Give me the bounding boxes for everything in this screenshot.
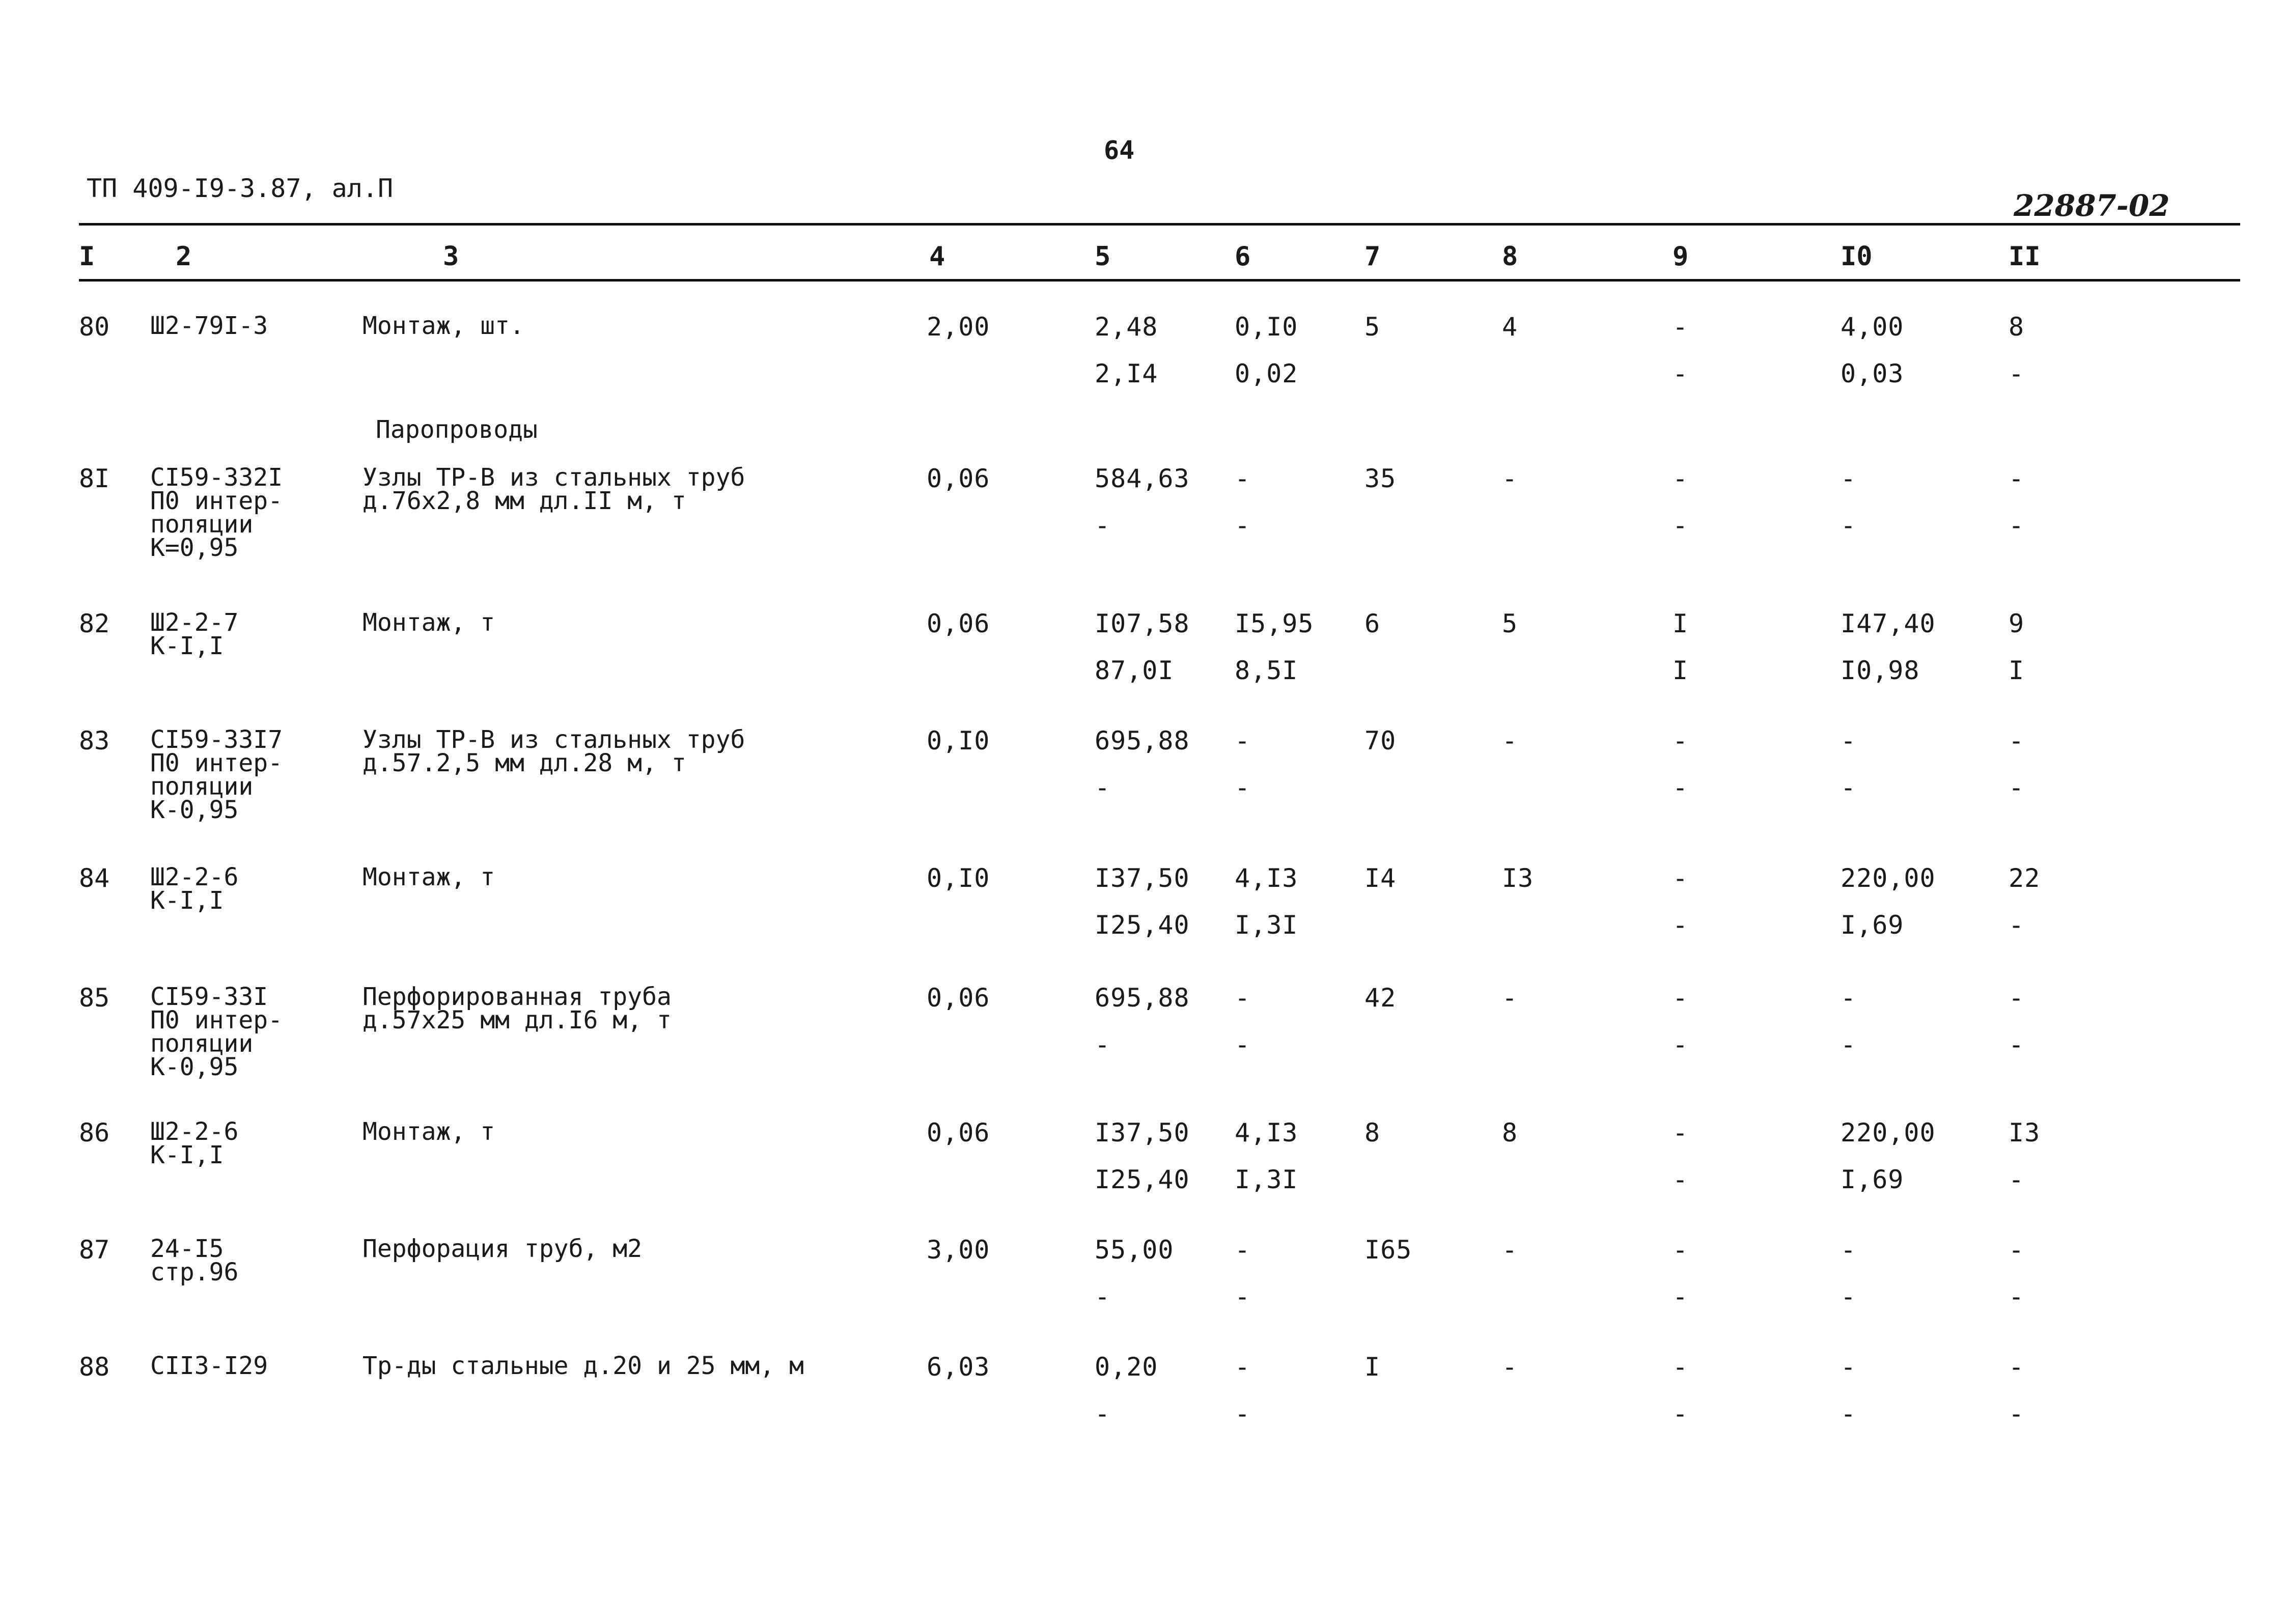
cell-col-8: 8 xyxy=(1502,1118,1518,1147)
cell-col-5-primary: 2,48 xyxy=(1095,312,1158,342)
row-quantity: 0,06 xyxy=(927,1118,990,1147)
cell-col-9-primary: - xyxy=(1673,1235,1689,1265)
cell-col-10-secondary: - xyxy=(1841,1030,1857,1059)
cell-col-5-primary: 584,63 xyxy=(1095,464,1190,493)
cell-col-9-secondary: - xyxy=(1673,773,1689,802)
cell-col-5-secondary: 2,I4 xyxy=(1095,359,1158,388)
cell-col-8: I3 xyxy=(1502,863,1534,893)
row-description: Перфорированная труба д.57х25 мм дл.I6 м, т xyxy=(363,983,672,1034)
cell-col-11-primary: - xyxy=(2009,726,2025,755)
row-description: Перфорация труб, м2 xyxy=(363,1235,643,1263)
row-code: CI59-33I7 П0 интер- поляции К-0,95 xyxy=(150,725,283,824)
row-number: 82 xyxy=(79,609,110,638)
stamp-number: 22887-02 xyxy=(2014,188,2170,223)
cell-col-7: 35 xyxy=(1364,464,1397,493)
cell-col-7: 8 xyxy=(1364,1118,1381,1147)
column-header-6: 6 xyxy=(1235,241,1251,272)
cell-col-5-secondary: I25,40 xyxy=(1095,910,1190,940)
cell-col-10-primary: - xyxy=(1841,983,1857,1013)
cell-col-7: I xyxy=(1364,1352,1381,1382)
column-header-5: 5 xyxy=(1095,241,1111,272)
cell-col-5-secondary: I25,40 xyxy=(1095,1165,1190,1194)
row-number: 88 xyxy=(79,1352,110,1382)
row-quantity: 0,06 xyxy=(927,609,990,638)
cell-col-11-secondary: - xyxy=(2009,1165,2025,1194)
column-header-7: 7 xyxy=(1364,241,1381,272)
cell-col-8: - xyxy=(1502,464,1518,493)
row-code: CI59-332I П0 интер- поляции К=0,95 xyxy=(150,463,283,562)
cell-col-11-secondary: - xyxy=(2009,1282,2025,1311)
cell-col-5-secondary: - xyxy=(1095,511,1111,540)
row-description: Узлы ТР-В из стальных труб д.76х2,8 мм дл.II м, т xyxy=(363,463,745,515)
row-code: 24-I5 стр.96 xyxy=(150,1235,239,1286)
row-quantity: 3,00 xyxy=(927,1235,990,1265)
cell-col-6-primary: - xyxy=(1235,983,1251,1013)
row-number: 86 xyxy=(79,1118,110,1147)
cell-col-11-secondary: - xyxy=(2009,1399,2025,1429)
cell-col-9-primary: - xyxy=(1673,1118,1689,1147)
cell-col-11-secondary: I xyxy=(2009,656,2025,685)
cell-col-6-primary: - xyxy=(1235,1352,1251,1382)
cell-col-10-primary: - xyxy=(1841,1235,1857,1265)
cell-col-6-primary: I5,95 xyxy=(1235,609,1314,638)
row-code: Ш2-79I-3 xyxy=(150,312,268,340)
cell-col-9-primary: - xyxy=(1673,464,1689,493)
cell-col-10-secondary: - xyxy=(1841,511,1857,540)
cell-col-6-secondary: - xyxy=(1235,511,1251,540)
cell-col-11-primary: I3 xyxy=(2009,1118,2041,1147)
cell-col-11-secondary: - xyxy=(2009,1030,2025,1059)
cell-col-6-secondary: - xyxy=(1235,773,1251,802)
cell-col-11-primary: 9 xyxy=(2009,609,2025,638)
document-code: ТП 409-I9-3.87, ал.П xyxy=(87,174,394,203)
cell-col-7: 5 xyxy=(1364,312,1381,342)
cell-col-10-primary: I47,40 xyxy=(1841,609,1936,638)
row-number: 80 xyxy=(79,312,110,342)
cell-col-10-primary: 4,00 xyxy=(1841,312,1904,342)
cell-col-8: - xyxy=(1502,983,1518,1013)
cell-col-6-primary: - xyxy=(1235,464,1251,493)
column-header-4: 4 xyxy=(929,241,945,272)
cell-col-11-primary: - xyxy=(2009,983,2025,1013)
cell-col-9-primary: - xyxy=(1673,726,1689,755)
row-description: Монтаж, т xyxy=(363,863,495,891)
cell-col-11-secondary: - xyxy=(2009,773,2025,802)
column-header-9: 9 xyxy=(1673,241,1689,272)
cell-col-9-secondary: - xyxy=(1673,1030,1689,1059)
header-top-rule xyxy=(79,223,2240,226)
section-title: Паропроводы xyxy=(376,415,538,444)
cell-col-10-secondary: I0,98 xyxy=(1841,656,1920,685)
cell-col-11-secondary: - xyxy=(2009,511,2025,540)
cell-col-9-primary: - xyxy=(1673,863,1689,893)
cell-col-5-secondary: - xyxy=(1095,1030,1111,1059)
column-header-8: 8 xyxy=(1502,241,1518,272)
cell-col-6-primary: 4,I3 xyxy=(1235,863,1298,893)
row-description: Монтаж, т xyxy=(363,1117,495,1146)
cell-col-6-secondary: I,3I xyxy=(1235,1165,1298,1194)
cell-col-9-primary: I xyxy=(1673,609,1689,638)
cell-col-8: - xyxy=(1502,1352,1518,1382)
row-code: Ш2-2-7 К-I,I xyxy=(150,608,239,660)
cell-col-10-secondary: 0,03 xyxy=(1841,359,1904,388)
cell-col-9-primary: - xyxy=(1673,983,1689,1013)
cell-col-6-secondary: I,3I xyxy=(1235,910,1298,940)
cell-col-10-primary: 220,00 xyxy=(1841,1118,1936,1147)
row-code: CI59-33I П0 интер- поляции К-0,95 xyxy=(150,983,283,1081)
row-code: Ш2-2-6 К-I,I xyxy=(150,863,239,915)
cell-col-10-secondary: I,69 xyxy=(1841,1165,1904,1194)
cell-col-7: I65 xyxy=(1364,1235,1412,1265)
cell-col-6-secondary: 8,5I xyxy=(1235,656,1298,685)
cell-col-8: - xyxy=(1502,1235,1518,1265)
row-number: 83 xyxy=(79,726,110,755)
row-number: 8I xyxy=(79,464,110,493)
cell-col-7: I4 xyxy=(1364,863,1397,893)
cell-col-10-primary: 220,00 xyxy=(1841,863,1936,893)
cell-col-11-secondary: - xyxy=(2009,359,2025,388)
cell-col-11-primary: 22 xyxy=(2009,863,2041,893)
column-header-3: 3 xyxy=(443,241,459,272)
cell-col-9-secondary: - xyxy=(1673,1282,1689,1311)
cell-col-11-primary: 8 xyxy=(2009,312,2025,342)
cell-col-6-primary: 4,I3 xyxy=(1235,1118,1298,1147)
cell-col-10-primary: - xyxy=(1841,726,1857,755)
cell-col-6-primary: - xyxy=(1235,1235,1251,1265)
cell-col-11-primary: - xyxy=(2009,1235,2025,1265)
column-header-10: I0 xyxy=(1841,241,1873,272)
column-header-2: 2 xyxy=(176,241,192,272)
row-quantity: 2,00 xyxy=(927,312,990,342)
cell-col-9-secondary: - xyxy=(1673,1165,1689,1194)
cell-col-5-primary: I37,50 xyxy=(1095,863,1190,893)
cell-col-5-secondary: - xyxy=(1095,1399,1111,1429)
row-quantity: 0,I0 xyxy=(927,863,990,893)
row-quantity: 0,06 xyxy=(927,983,990,1013)
cell-col-9-secondary: - xyxy=(1673,359,1689,388)
cell-col-5-primary: 55,00 xyxy=(1095,1235,1174,1265)
cell-col-5-primary: 695,88 xyxy=(1095,726,1190,755)
row-code: CII3-I29 xyxy=(150,1352,268,1380)
row-quantity: 0,I0 xyxy=(927,726,990,755)
row-description: Монтаж, т xyxy=(363,608,495,637)
row-number: 87 xyxy=(79,1235,110,1265)
cell-col-5-primary: I37,50 xyxy=(1095,1118,1190,1147)
cell-col-10-primary: - xyxy=(1841,1352,1857,1382)
row-number: 84 xyxy=(79,863,110,893)
row-description: Узлы ТР-В из стальных труб д.57.2,5 мм дл.28 м, т xyxy=(363,725,745,777)
cell-col-11-secondary: - xyxy=(2009,910,2025,940)
cell-col-8: 4 xyxy=(1502,312,1518,342)
cell-col-9-secondary: - xyxy=(1673,1399,1689,1429)
row-code: Ш2-2-6 К-I,I xyxy=(150,1117,239,1169)
page-number: 64 xyxy=(1104,135,1135,165)
cell-col-10-secondary: - xyxy=(1841,1282,1857,1311)
cell-col-6-secondary: - xyxy=(1235,1030,1251,1059)
cell-col-9-secondary: - xyxy=(1673,910,1689,940)
cell-col-10-secondary: - xyxy=(1841,773,1857,802)
cell-col-7: 70 xyxy=(1364,726,1397,755)
cell-col-7: 42 xyxy=(1364,983,1397,1013)
column-header-11: II xyxy=(2009,241,2041,272)
row-description: Монтаж, шт. xyxy=(363,312,524,340)
cell-col-11-primary: - xyxy=(2009,1352,2025,1382)
header-bottom-rule xyxy=(79,279,2240,282)
cell-col-9-primary: - xyxy=(1673,1352,1689,1382)
row-description: Тр-ды стальные д.20 и 25 мм, м xyxy=(363,1352,804,1380)
cell-col-7: 6 xyxy=(1364,609,1381,638)
cell-col-6-primary: 0,I0 xyxy=(1235,312,1298,342)
column-header-1: I xyxy=(79,241,95,272)
cell-col-6-primary: - xyxy=(1235,726,1251,755)
row-number: 85 xyxy=(79,983,110,1013)
row-quantity: 0,06 xyxy=(927,464,990,493)
cell-col-10-secondary: I,69 xyxy=(1841,910,1904,940)
cell-col-8: 5 xyxy=(1502,609,1518,638)
cell-col-5-secondary: - xyxy=(1095,773,1111,802)
cell-col-10-primary: - xyxy=(1841,464,1857,493)
cell-col-9-primary: - xyxy=(1673,312,1689,342)
cell-col-9-secondary: - xyxy=(1673,511,1689,540)
cell-col-6-secondary: - xyxy=(1235,1399,1251,1429)
cell-col-5-primary: I07,58 xyxy=(1095,609,1190,638)
cell-col-5-primary: 0,20 xyxy=(1095,1352,1158,1382)
cell-col-10-secondary: - xyxy=(1841,1399,1857,1429)
row-quantity: 6,03 xyxy=(927,1352,990,1382)
cell-col-5-primary: 695,88 xyxy=(1095,983,1190,1013)
cell-col-6-secondary: - xyxy=(1235,1282,1251,1311)
cell-col-11-primary: - xyxy=(2009,464,2025,493)
cell-col-5-secondary: - xyxy=(1095,1282,1111,1311)
cell-col-5-secondary: 87,0I xyxy=(1095,656,1174,685)
cell-col-8: - xyxy=(1502,726,1518,755)
cell-col-6-secondary: 0,02 xyxy=(1235,359,1298,388)
cell-col-9-secondary: I xyxy=(1673,656,1689,685)
